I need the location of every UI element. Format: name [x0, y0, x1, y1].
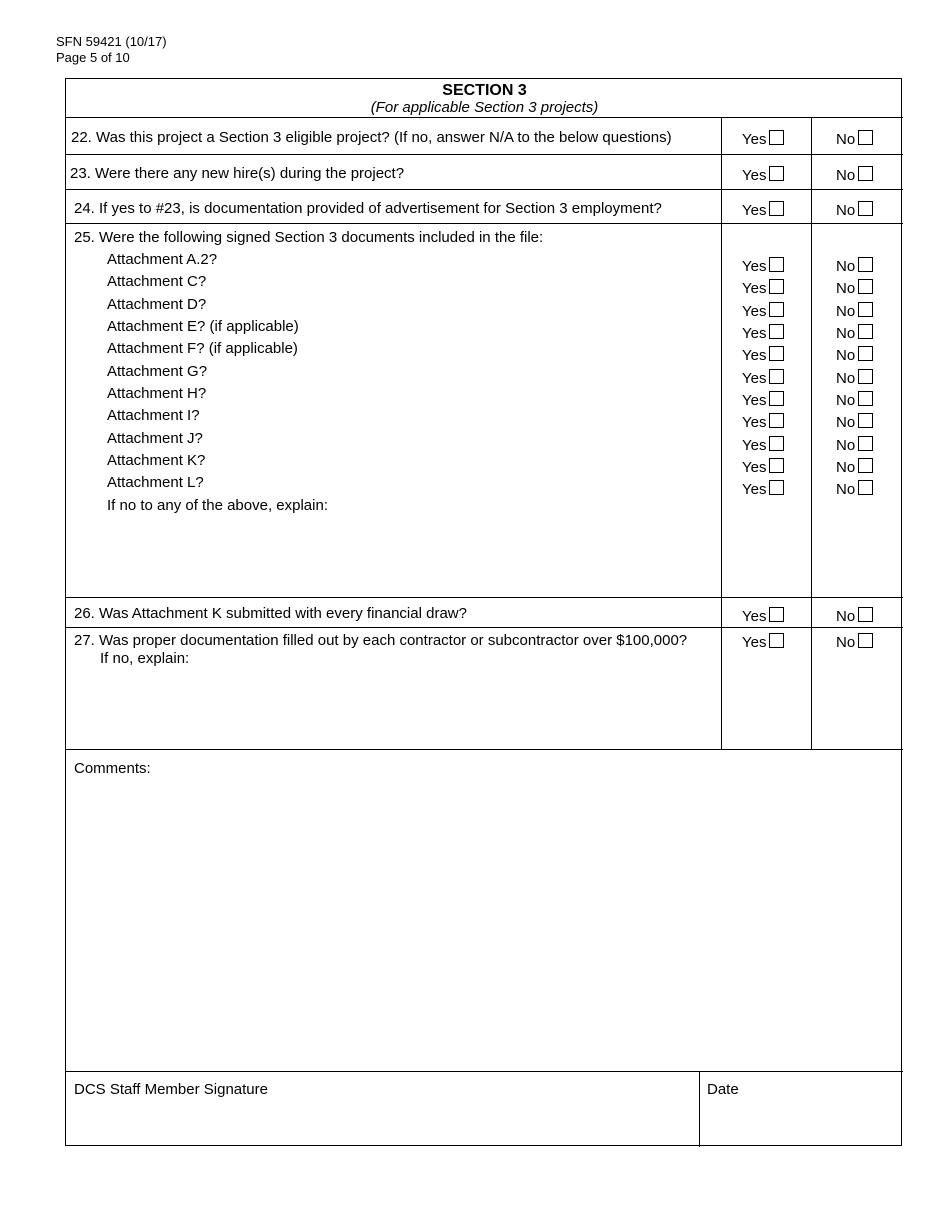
- checkbox[interactable]: [769, 302, 784, 317]
- q25-l-yes[interactable]: Yes: [742, 481, 784, 499]
- checkbox[interactable]: [769, 391, 784, 406]
- checkbox[interactable]: [858, 391, 873, 406]
- q22-yes-checkbox[interactable]: [769, 130, 784, 145]
- signature-label: DCS Staff Member Signature: [74, 1081, 268, 1098]
- list-item: Attachment C?: [107, 273, 207, 290]
- q23-no-checkbox[interactable]: [858, 166, 873, 181]
- section-3-form: [65, 78, 902, 1146]
- q25-i-no[interactable]: No: [836, 414, 873, 432]
- q25-i-yes[interactable]: Yes: [742, 414, 784, 432]
- question-25: 25. Were the following signed Section 3 documents included in the file:: [74, 229, 544, 246]
- question-26: 26. Was Attachment K submitted with every financial draw?: [74, 605, 467, 622]
- list-item: Attachment J?: [107, 430, 203, 447]
- q25-g-yes[interactable]: Yes: [742, 370, 784, 388]
- q25-j-no[interactable]: No: [836, 437, 873, 455]
- checkbox[interactable]: [858, 279, 873, 294]
- q25-f-no[interactable]: No: [836, 347, 873, 365]
- list-item: Attachment L?: [107, 474, 204, 491]
- checkbox[interactable]: [769, 480, 784, 495]
- checkbox[interactable]: [769, 413, 784, 428]
- page-number: Page 5 of 10: [56, 50, 130, 65]
- column-divider: [811, 117, 812, 749]
- checkbox[interactable]: [858, 413, 873, 428]
- checkbox[interactable]: [769, 279, 784, 294]
- q25-d-yes[interactable]: Yes: [742, 303, 784, 321]
- date-label: Date: [707, 1081, 739, 1098]
- checkbox[interactable]: [769, 458, 784, 473]
- q25-g-no[interactable]: No: [836, 370, 873, 388]
- q27-yes[interactable]: Yes: [742, 634, 784, 652]
- q25-a2-no[interactable]: No: [836, 258, 873, 276]
- comments-field[interactable]: [68, 779, 901, 1067]
- checkbox[interactable]: [858, 346, 873, 361]
- q25-f-yes[interactable]: Yes: [742, 347, 784, 365]
- checkbox[interactable]: [858, 302, 873, 317]
- question-24: 24. If yes to #23, is documentation provided of advertisement for Section 3 employment?: [74, 200, 662, 217]
- divider: [66, 154, 903, 155]
- checkbox[interactable]: [858, 436, 873, 451]
- q25-k-no[interactable]: No: [836, 459, 873, 477]
- question-23: 23. Were there any new hire(s) during the project?: [70, 165, 405, 182]
- date-field[interactable]: [702, 1101, 900, 1143]
- q24-no-checkbox[interactable]: [858, 201, 873, 216]
- q27-explain-label: If no, explain:: [100, 650, 190, 667]
- q26-no[interactable]: No: [836, 608, 873, 626]
- comments-label: Comments:: [74, 760, 151, 777]
- q24-yes-checkbox[interactable]: [769, 201, 784, 216]
- list-item: Attachment K?: [107, 452, 206, 469]
- q25-explain-label: If no to any of the above, explain:: [107, 497, 328, 514]
- section-subtitle: (For applicable Section 3 projects): [370, 99, 599, 116]
- signature-field[interactable]: [68, 1101, 696, 1143]
- checkbox[interactable]: [858, 458, 873, 473]
- q26-yes[interactable]: Yes: [742, 608, 784, 626]
- column-divider: [699, 1071, 700, 1147]
- q27-no-checkbox[interactable]: [858, 633, 873, 648]
- divider: [66, 597, 903, 598]
- checkbox[interactable]: [769, 257, 784, 272]
- list-item: Attachment D?: [107, 296, 207, 313]
- checkbox[interactable]: [858, 324, 873, 339]
- q22-no-checkbox[interactable]: [858, 130, 873, 145]
- list-item: Attachment I?: [107, 407, 200, 424]
- checkbox[interactable]: [858, 480, 873, 495]
- divider: [66, 189, 903, 190]
- column-divider: [721, 117, 722, 749]
- q22-no[interactable]: No: [836, 131, 873, 149]
- q23-yes-checkbox[interactable]: [769, 166, 784, 181]
- q25-e-no[interactable]: No: [836, 325, 873, 343]
- q27-no[interactable]: No: [836, 634, 873, 652]
- list-item: Attachment G?: [107, 363, 208, 380]
- q22-yes[interactable]: Yes: [742, 131, 784, 149]
- divider: [66, 223, 903, 224]
- form-header: [56, 34, 167, 66]
- q25-a2-yes[interactable]: Yes: [742, 258, 784, 276]
- divider: [66, 1071, 903, 1072]
- q24-no[interactable]: No: [836, 202, 873, 220]
- q25-l-no[interactable]: No: [836, 481, 873, 499]
- q25-c-no[interactable]: No: [836, 280, 873, 298]
- list-item: Attachment E? (if applicable): [107, 318, 299, 335]
- q26-no-checkbox[interactable]: [858, 607, 873, 622]
- q23-no[interactable]: No: [836, 167, 873, 185]
- q25-j-yes[interactable]: Yes: [742, 437, 784, 455]
- checkbox[interactable]: [858, 257, 873, 272]
- checkbox[interactable]: [858, 369, 873, 384]
- question-27: 27. Was proper documentation filled out by each contractor or subcontractor over $100,000?: [74, 632, 688, 649]
- section-title: SECTION 3: [442, 82, 527, 99]
- checkbox[interactable]: [769, 369, 784, 384]
- form-number: SFN 59421 (10/17): [56, 34, 167, 49]
- q24-yes[interactable]: Yes: [742, 202, 784, 220]
- question-22: 22. Was this project a Section 3 eligible project? (If no, answer N/A to the below questions): [71, 129, 672, 146]
- list-item: Attachment A.2?: [107, 251, 218, 268]
- divider: [66, 117, 903, 118]
- q25-c-yes[interactable]: Yes: [742, 280, 784, 298]
- q25-e-yes[interactable]: Yes: [742, 325, 784, 343]
- q25-h-no[interactable]: No: [836, 392, 873, 410]
- list-item: Attachment F? (if applicable): [107, 340, 298, 357]
- q25-h-yes[interactable]: Yes: [742, 392, 784, 410]
- checkbox[interactable]: [769, 324, 784, 339]
- divider: [66, 749, 903, 750]
- q25-d-no[interactable]: No: [836, 303, 873, 321]
- q23-yes[interactable]: Yes: [742, 167, 784, 185]
- divider: [66, 627, 903, 628]
- list-item: Attachment H?: [107, 385, 207, 402]
- q25-k-yes[interactable]: Yes: [742, 459, 784, 477]
- q27-yes-checkbox[interactable]: [769, 633, 784, 648]
- checkbox[interactable]: [769, 346, 784, 361]
- checkbox[interactable]: [769, 436, 784, 451]
- q26-yes-checkbox[interactable]: [769, 607, 784, 622]
